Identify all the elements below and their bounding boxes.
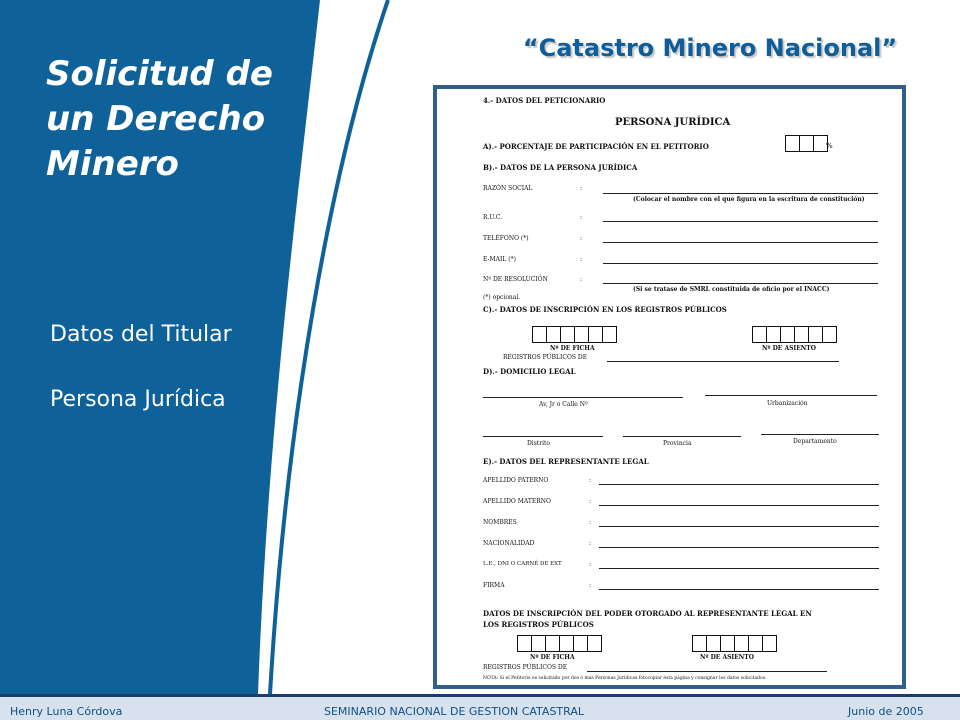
field-apellido-materno-line[interactable] (599, 505, 879, 506)
ficha-label: Nº DE FICHA (550, 345, 595, 352)
field-razon-social-label: RAZÓN SOCIAL (483, 185, 533, 192)
poder-title-line2: LOS REGISTROS PÚBLICOS (483, 620, 594, 629)
field-nombres-line[interactable] (599, 526, 879, 527)
field-telefono-line[interactable] (603, 242, 878, 243)
field-email-label: E-MAIL (*) (483, 256, 516, 263)
field-nacionalidad-line[interactable] (599, 547, 879, 548)
slide-title: Solicitud de un Derecho Minero (46, 54, 273, 184)
asiento2-label: Nº DE ASIENTO (700, 654, 754, 661)
field-colon: : (589, 477, 592, 484)
field-apellido-paterno-line[interactable] (599, 484, 879, 485)
form-d-title: D).- DOMICILIO LEGAL (483, 367, 576, 376)
form-b-title: B).- DATOS DE LA PERSONA JURÍDICA (483, 163, 638, 172)
nota-text: NOTA: Si el Petitorio es solicitado por dos ó más Personas Jurídicas fotocopiar ésta página y consignar los datos solicitados. (483, 676, 767, 681)
field-colon: : (580, 235, 583, 242)
field-razon-social-line[interactable] (603, 193, 878, 194)
form-section-title: 4.- DATOS DEL PETICIONARIO (483, 96, 606, 105)
registros-label: REGISTROS PÚBLICOS DE (503, 354, 588, 361)
distrito-line[interactable] (483, 436, 603, 437)
av-label: Av, Jr o Calle Nº (539, 401, 588, 408)
field-dni-label: L.E., DNI O CARNÉ DE EXT (483, 561, 562, 567)
note-resolucion: (Si se tratase de SMRL constituida de oficio por el INACC) (633, 286, 830, 293)
note-razon-social: (Colocar el nombre con el que figura en la escritura de constitución) (633, 196, 865, 203)
field-colon: : (589, 519, 592, 526)
scanned-form (437, 89, 902, 685)
domicilio-av-line[interactable] (483, 397, 683, 398)
footer-author: Henry Luna Córdova (10, 705, 123, 718)
field-firma-label: FIRMA (483, 582, 505, 589)
form-persona-title: PERSONA JURÍDICA (615, 117, 731, 128)
form-e-title: E).- DATOS DEL REPRESENTANTE LEGAL (483, 457, 649, 466)
field-colon: : (580, 276, 583, 283)
field-colon: : (589, 498, 592, 505)
percent-sign: % (826, 142, 833, 150)
field-dni-line[interactable] (599, 568, 879, 569)
field-firma-line[interactable] (599, 589, 879, 590)
departamento-label: Departamento (793, 438, 837, 445)
field-apellido-paterno-label: APELLIDO PATERNO (483, 477, 549, 484)
field-colon: : (589, 540, 592, 547)
field-ruc-line[interactable] (603, 221, 878, 222)
distrito-label: Distrito (527, 440, 551, 447)
asiento2-boxes[interactable] (692, 635, 777, 652)
provincia-line[interactable] (623, 436, 741, 437)
field-telefono-label: TELÉFONO (*) (483, 235, 529, 242)
form-a-title: A).- PORCENTAJE DE PARTICIPACIÓN EN EL PETITORIO (483, 142, 709, 151)
field-colon: : (580, 214, 583, 221)
field-nombres-label: NOMBRES (483, 519, 517, 526)
domicilio-urb-line[interactable] (705, 395, 877, 396)
field-colon: : (589, 582, 592, 589)
header-title: “Catastro Minero Nacional” (522, 34, 898, 62)
ficha2-label: Nº DE FICHA (530, 654, 575, 661)
registros2-label: REGISTROS PÚBLICOS DE (483, 664, 568, 671)
form-c-title: C).- DATOS DE INSCRIPCIÓN EN LOS REGISTROS PÚBLICOS (483, 305, 727, 314)
registros-line[interactable] (607, 361, 839, 362)
departamento-line[interactable] (761, 434, 879, 435)
urbanizacion-label: Urbanización (767, 400, 808, 407)
side-label-persona: Persona Jurídica (50, 387, 226, 412)
field-colon: : (589, 561, 592, 568)
registros2-line[interactable] (587, 671, 827, 672)
form-image-frame (433, 85, 906, 689)
field-colon: : (580, 185, 583, 192)
asiento-boxes[interactable] (752, 326, 837, 343)
field-ruc-label: R.U.C. (483, 214, 503, 221)
ficha-boxes[interactable] (532, 326, 617, 343)
footer-event: SEMINARIO NACIONAL DE GESTION CATASTRAL (324, 705, 584, 718)
percent-boxes[interactable] (785, 135, 828, 152)
field-apellido-materno-label: APELLIDO MATERNO (483, 498, 551, 505)
field-email-line[interactable] (603, 263, 878, 264)
asiento-label: Nº DE ASIENTO (762, 345, 816, 352)
footer-date: Junio de 2005 (848, 705, 924, 718)
provincia-label: Provincia (663, 440, 692, 447)
field-nacionalidad-label: NACIONALIDAD (483, 540, 535, 547)
field-resolucion-line[interactable] (603, 283, 878, 284)
poder-title-line1: DATOS DE INSCRIPCIÓN DEL PODER OTORGADO AL REPRESENTANTE LEGAL EN (483, 609, 812, 618)
side-label-titular: Datos del Titular (50, 322, 232, 347)
field-resolucion-label: Nº DE RESOLUCIÓN (483, 276, 548, 283)
note-optional: (*) opcional. (483, 294, 521, 301)
field-colon: : (580, 256, 583, 263)
ficha2-boxes[interactable] (517, 635, 602, 652)
